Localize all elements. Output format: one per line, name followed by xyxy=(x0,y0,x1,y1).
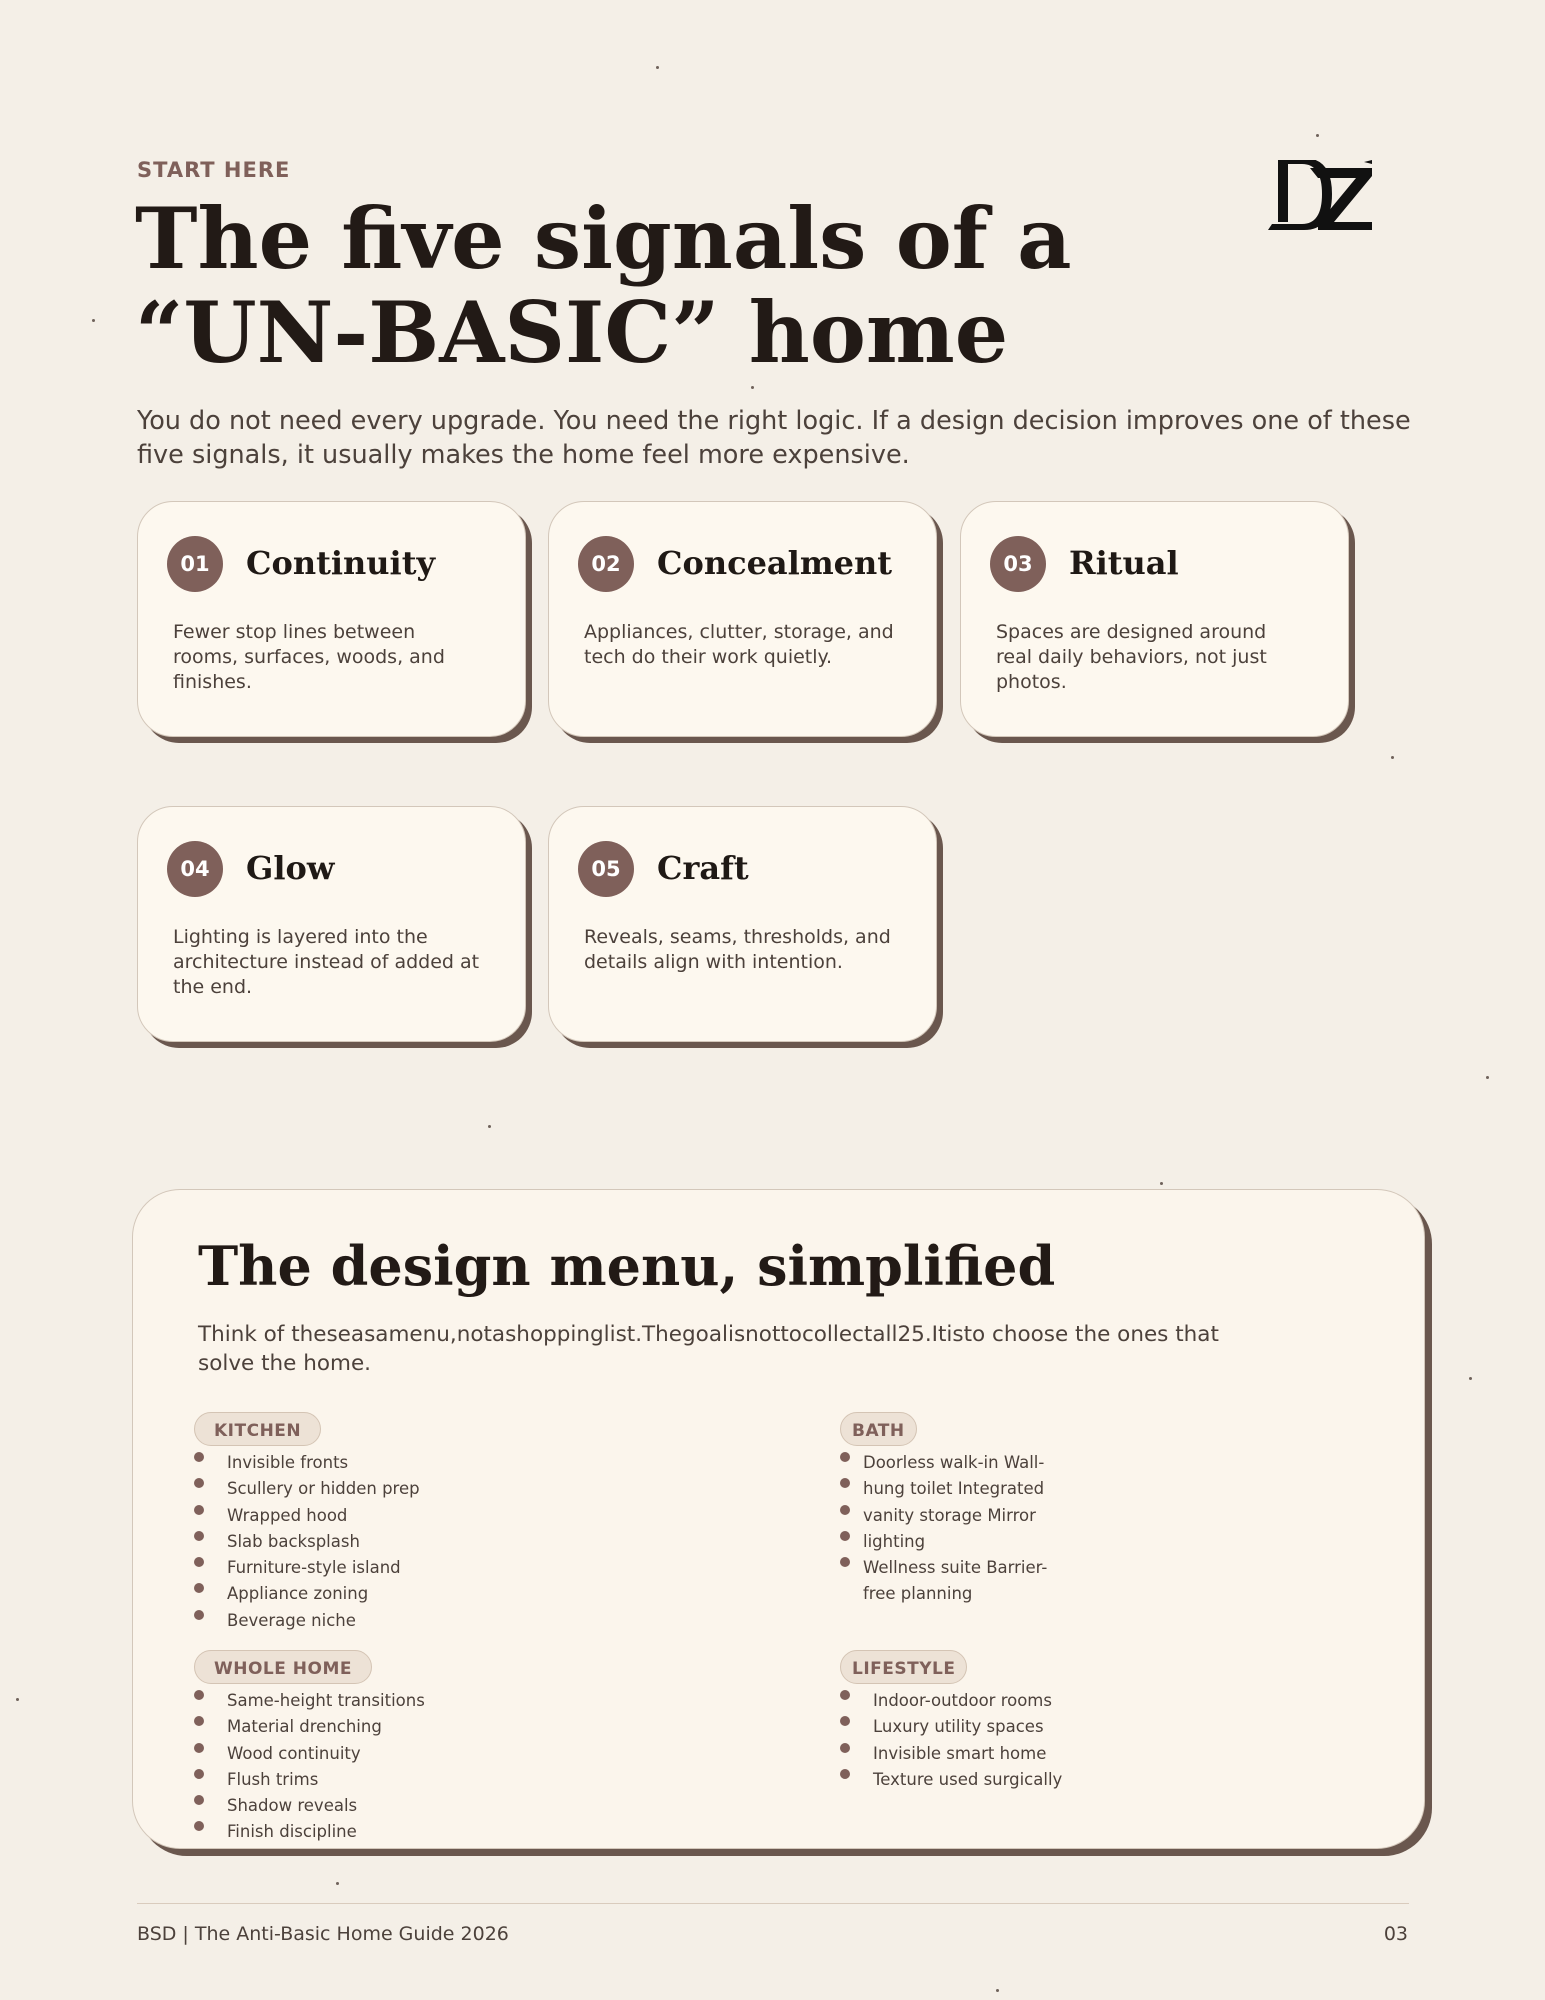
menu-category-lifestyle xyxy=(840,1650,1062,1793)
list-item: Same-height transitions xyxy=(194,1688,425,1714)
list-item: Beverage niche xyxy=(194,1608,420,1634)
list-item: Indoor-outdoor rooms xyxy=(840,1688,1062,1714)
page-title-line: The five signals of a xyxy=(135,189,1072,288)
section-eyebrow: START HERE xyxy=(137,158,291,182)
signal-description: Reveals, seams, thresholds, and details align with intention. xyxy=(584,926,891,973)
list-item: Luxury utility spaces xyxy=(840,1714,1062,1740)
decorative-speck xyxy=(1160,1182,1163,1185)
list-item: Shadow reveals xyxy=(194,1793,425,1819)
list-item: Texture used surgically xyxy=(840,1767,1062,1793)
signal-description: Appliances, clutter, storage, and tech do their work quietly. xyxy=(584,621,894,668)
signal-number-badge: 01 xyxy=(167,536,223,592)
footer-title: BSD | The Anti-Basic Home Guide 2026 xyxy=(137,1923,509,1945)
signal-title: Concealment xyxy=(657,544,893,582)
decorative-speck xyxy=(1391,756,1394,759)
list-item: Wellness suite Barrier-free planning xyxy=(863,1558,1048,1604)
signal-title: Craft xyxy=(657,849,749,887)
bath-bullets xyxy=(840,1452,850,1567)
decorative-speck xyxy=(656,66,659,69)
page-title xyxy=(135,189,1285,382)
list-item: Material drenching xyxy=(194,1714,425,1740)
decorative-speck xyxy=(751,386,754,389)
list-item: Furniture-style island xyxy=(194,1555,420,1581)
menu-category-whole-home xyxy=(194,1650,425,1846)
decorative-speck xyxy=(16,1698,19,1701)
decorative-speck xyxy=(92,319,95,322)
list-item: Invisible smart home xyxy=(840,1741,1062,1767)
bullet xyxy=(840,1452,850,1462)
decorative-speck xyxy=(996,1989,999,1992)
signal-card-concealment xyxy=(548,501,937,737)
signal-number-badge: 04 xyxy=(167,841,223,897)
category-pill: WHOLE HOME xyxy=(194,1650,372,1684)
bath-text xyxy=(840,1450,1063,1608)
signal-card-craft xyxy=(548,806,937,1042)
signal-description: Fewer stop lines between rooms, surfaces, woods, and finishes. xyxy=(173,621,445,693)
signal-card-ritual xyxy=(960,501,1349,737)
bullet xyxy=(840,1478,850,1488)
category-list xyxy=(194,1688,425,1846)
list-item: Slab backsplash xyxy=(194,1529,420,1555)
list-item: Scullery or hidden prep xyxy=(194,1476,420,1502)
design-menu-panel xyxy=(132,1189,1425,1849)
bullet xyxy=(840,1505,850,1515)
bath-list xyxy=(840,1450,1063,1608)
design-menu-intro: Think of theseasamenu,notashoppinglist.Thegoalisnottocollectall25.Itisto choose the ones that solve the home. xyxy=(198,1322,1219,1376)
decorative-speck xyxy=(1486,1076,1489,1079)
list-item: Finish discipline xyxy=(194,1819,425,1845)
list-item: Wood continuity xyxy=(194,1741,425,1767)
decorative-speck xyxy=(1469,1377,1472,1380)
bullet xyxy=(840,1557,850,1567)
signal-title: Continuity xyxy=(246,544,436,582)
category-list xyxy=(840,1688,1062,1793)
category-pill: LIFESTYLE xyxy=(840,1650,967,1684)
list-item: Flush trims xyxy=(194,1767,425,1793)
decorative-speck xyxy=(1316,134,1319,137)
signal-number-badge: 02 xyxy=(578,536,634,592)
page-title-line: “UN-BASIC” home xyxy=(135,283,1009,382)
category-pill: BATH xyxy=(840,1412,917,1446)
category-pill: KITCHEN xyxy=(194,1412,321,1446)
page-intro: You do not need every upgrade. You need the right logic. If a design decision improves one of these five signals, it usually makes the home feel more expensive. xyxy=(137,406,1411,470)
list-item: Appliance zoning xyxy=(194,1581,420,1607)
menu-category-kitchen xyxy=(194,1412,420,1634)
signal-title: Glow xyxy=(246,849,335,887)
decorative-speck xyxy=(488,1125,491,1128)
category-list xyxy=(194,1450,420,1634)
signal-number-badge: 05 xyxy=(578,841,634,897)
signal-card-glow xyxy=(137,806,526,1042)
footer-divider xyxy=(137,1903,1409,1904)
list-item: Invisible fronts xyxy=(194,1450,420,1476)
signal-card-continuity xyxy=(137,501,526,737)
signal-number-badge: 03 xyxy=(990,536,1046,592)
decorative-speck xyxy=(336,1882,339,1885)
signal-description: Spaces are designed around real daily behaviors, not just photos. xyxy=(996,621,1267,693)
menu-category-bath xyxy=(840,1412,1063,1608)
list-item: Wrapped hood xyxy=(194,1503,420,1529)
signal-title: Ritual xyxy=(1069,544,1179,582)
page-number: 03 xyxy=(1383,1923,1408,1945)
list-item: Doorless walk-in Wall-hung toilet Integrated vanity storage Mirror lighting xyxy=(863,1453,1045,1551)
signal-description: Lighting is layered into the architecture instead of added at the end. xyxy=(173,926,480,998)
design-menu-title: The design menu, simplified xyxy=(198,1234,1056,1298)
bullet xyxy=(840,1531,850,1541)
